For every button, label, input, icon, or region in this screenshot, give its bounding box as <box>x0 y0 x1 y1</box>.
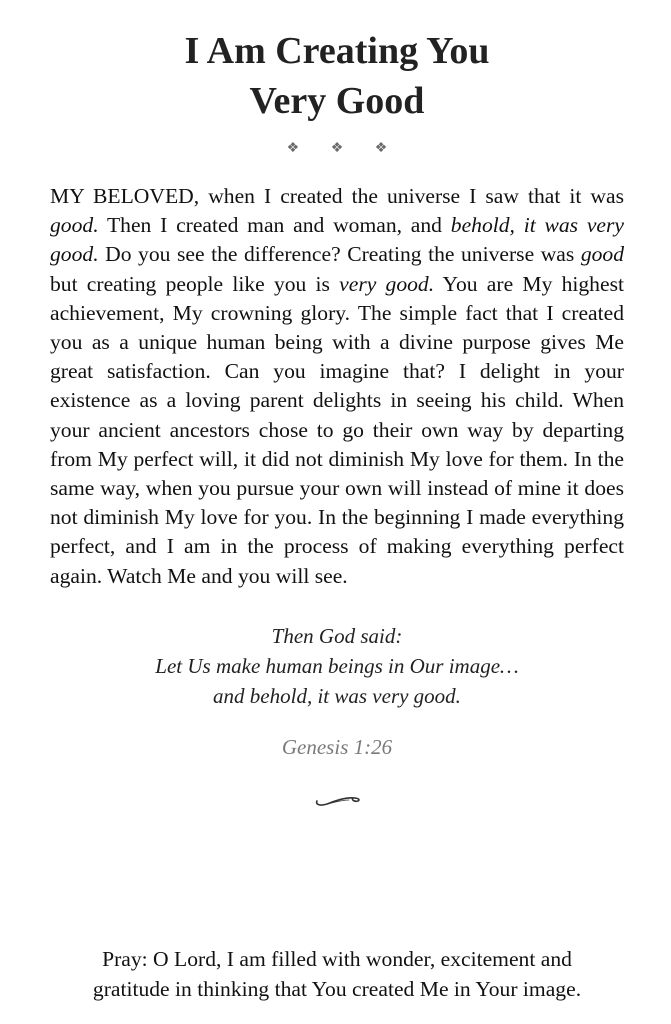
quote-line-3: and behold, it was very good. <box>213 683 461 708</box>
flourish-ornament-icon <box>311 787 363 809</box>
scripture-quote <box>50 621 624 711</box>
body-text-segment: MY BELOVED, when I created the universe I saw that it was <box>50 184 624 208</box>
quote-line-1: Then God said: <box>271 623 403 648</box>
body-text-segment: Then I created man and woman, and <box>98 213 451 238</box>
prayer-text <box>50 944 624 1004</box>
body-emphasis-good: good. <box>50 213 99 238</box>
prayer-line-2: gratitude in thinking that You created Me in Your image. <box>92 977 582 1001</box>
body-text-segment: but creating people like you is <box>50 271 340 296</box>
prayer-line-1: Pray: O Lord, I am filled with wonder, excitement and <box>102 947 572 971</box>
title-line-1: I Am Creating You <box>184 30 490 72</box>
scripture-citation: Genesis 1:26 <box>281 734 393 759</box>
diamond-ornament-icon: ❖ ❖ ❖ <box>286 141 402 156</box>
body-emphasis-very-good: very good. <box>339 271 435 296</box>
page-title <box>50 0 624 126</box>
body-paragraph <box>50 182 624 591</box>
body-text-segment: Do you see the difference? Creating the universe was <box>98 242 581 267</box>
title-line-2: Very Good <box>249 80 425 122</box>
body-text-segment: You are My highest achievement, My crowning glory. The simple fact that I created you as a unique human being with a divine purpose gives Me great satisfaction. Can you imagine that? I delight in your existence as a loving parent delights in seeing his child. When your ancient ancestors chose to go their own way by departing from My perfect will, it did not diminish My love for them. In the same way, when you pursue your own will instead of mine it does not diminish My love for you. In the beginning I made everything perfect, and I am in the process of making everything perfect again. Watch Me and you will see. <box>50 271 624 588</box>
body-emphasis-good: good <box>580 242 624 267</box>
quote-line-2: Let Us make human beings in Our image… <box>155 653 519 678</box>
body-emphasis-behold: behold, it was very good. <box>50 213 625 267</box>
page <box>50 0 624 1024</box>
